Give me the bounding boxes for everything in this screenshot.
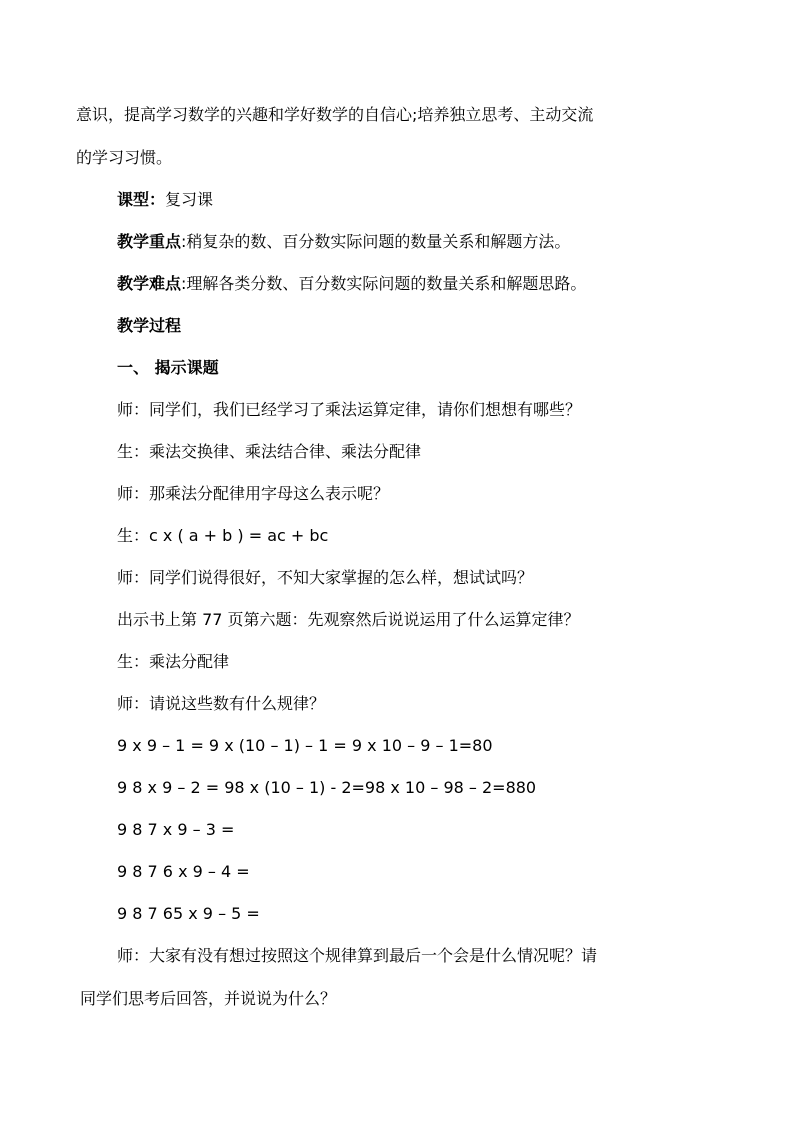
dialogue-line: 出示书上第 77 页第六题：先观察然后说说运用了什么运算定律？ [117, 610, 580, 629]
equation-line: 9 8 x 9 – 2 = 98 x (10 – 1) - 2=98 x 10 – 98 – 2=880 [117, 778, 537, 797]
course-type-value: 复习课 [165, 190, 214, 209]
difficulty-value: :理解各类分数、百分数实际问题的数量关系和解题思路。 [181, 274, 587, 293]
closing-line-2: 同学们思考后回答，并说说为什么？ [80, 989, 337, 1008]
section1-heading: 一、 揭示课题 [117, 358, 219, 377]
dialogue-line: 生：乘法分配律 [117, 652, 230, 671]
closing-line-1: 师：大家有没有想过按照这个规律算到最后一个会是什么情况呢？请 [117, 946, 598, 965]
process-heading: 教学过程 [117, 316, 182, 335]
difficulty-label: 教学难点 [117, 274, 182, 293]
equation-line: 9 8 7 6 x 9 – 4 = [117, 862, 250, 881]
key-point [117, 231, 570, 253]
dialogue-line: 师：同学们，我们已经学习了乘法运算定律，请你们想想有哪些？ [117, 400, 582, 419]
key-point-label: 教学重点 [117, 232, 182, 251]
difficulty [117, 273, 586, 295]
equation-line: 9 x 9 – 1 = 9 x (10 – 1) – 1 = 9 x 10 – 9 – 1=80 [117, 736, 493, 755]
dialogue-line: 师：同学们说得很好，不知大家掌握的怎么样，想试试吗？ [117, 568, 534, 587]
course-type-label: 课型： [117, 190, 166, 209]
dialogue-line: 师：那乘法分配律用字母这么表示呢？ [117, 484, 390, 503]
course-type [117, 189, 213, 211]
intro-line-1: 意识，提高学习数学的兴趣和学好数学的自信心;培养独立思考、主动交流 [76, 105, 594, 124]
intro-line-2: 的学习习惯。 [76, 148, 173, 167]
equation-line: 9 8 7 x 9 – 3 = [117, 820, 235, 839]
dialogue-line: 生：c x ( a + b ) = ac + bc [117, 526, 329, 545]
key-point-value: :稍复杂的数、百分数实际问题的数量关系和解题方法。 [181, 232, 571, 251]
dialogue-line: 师：请说这些数有什么规律？ [117, 694, 326, 713]
dialogue-line: 生：乘法交换律、乘法结合律、乘法分配律 [117, 442, 422, 461]
equation-line: 9 8 7 65 x 9 – 5 = [117, 904, 260, 923]
